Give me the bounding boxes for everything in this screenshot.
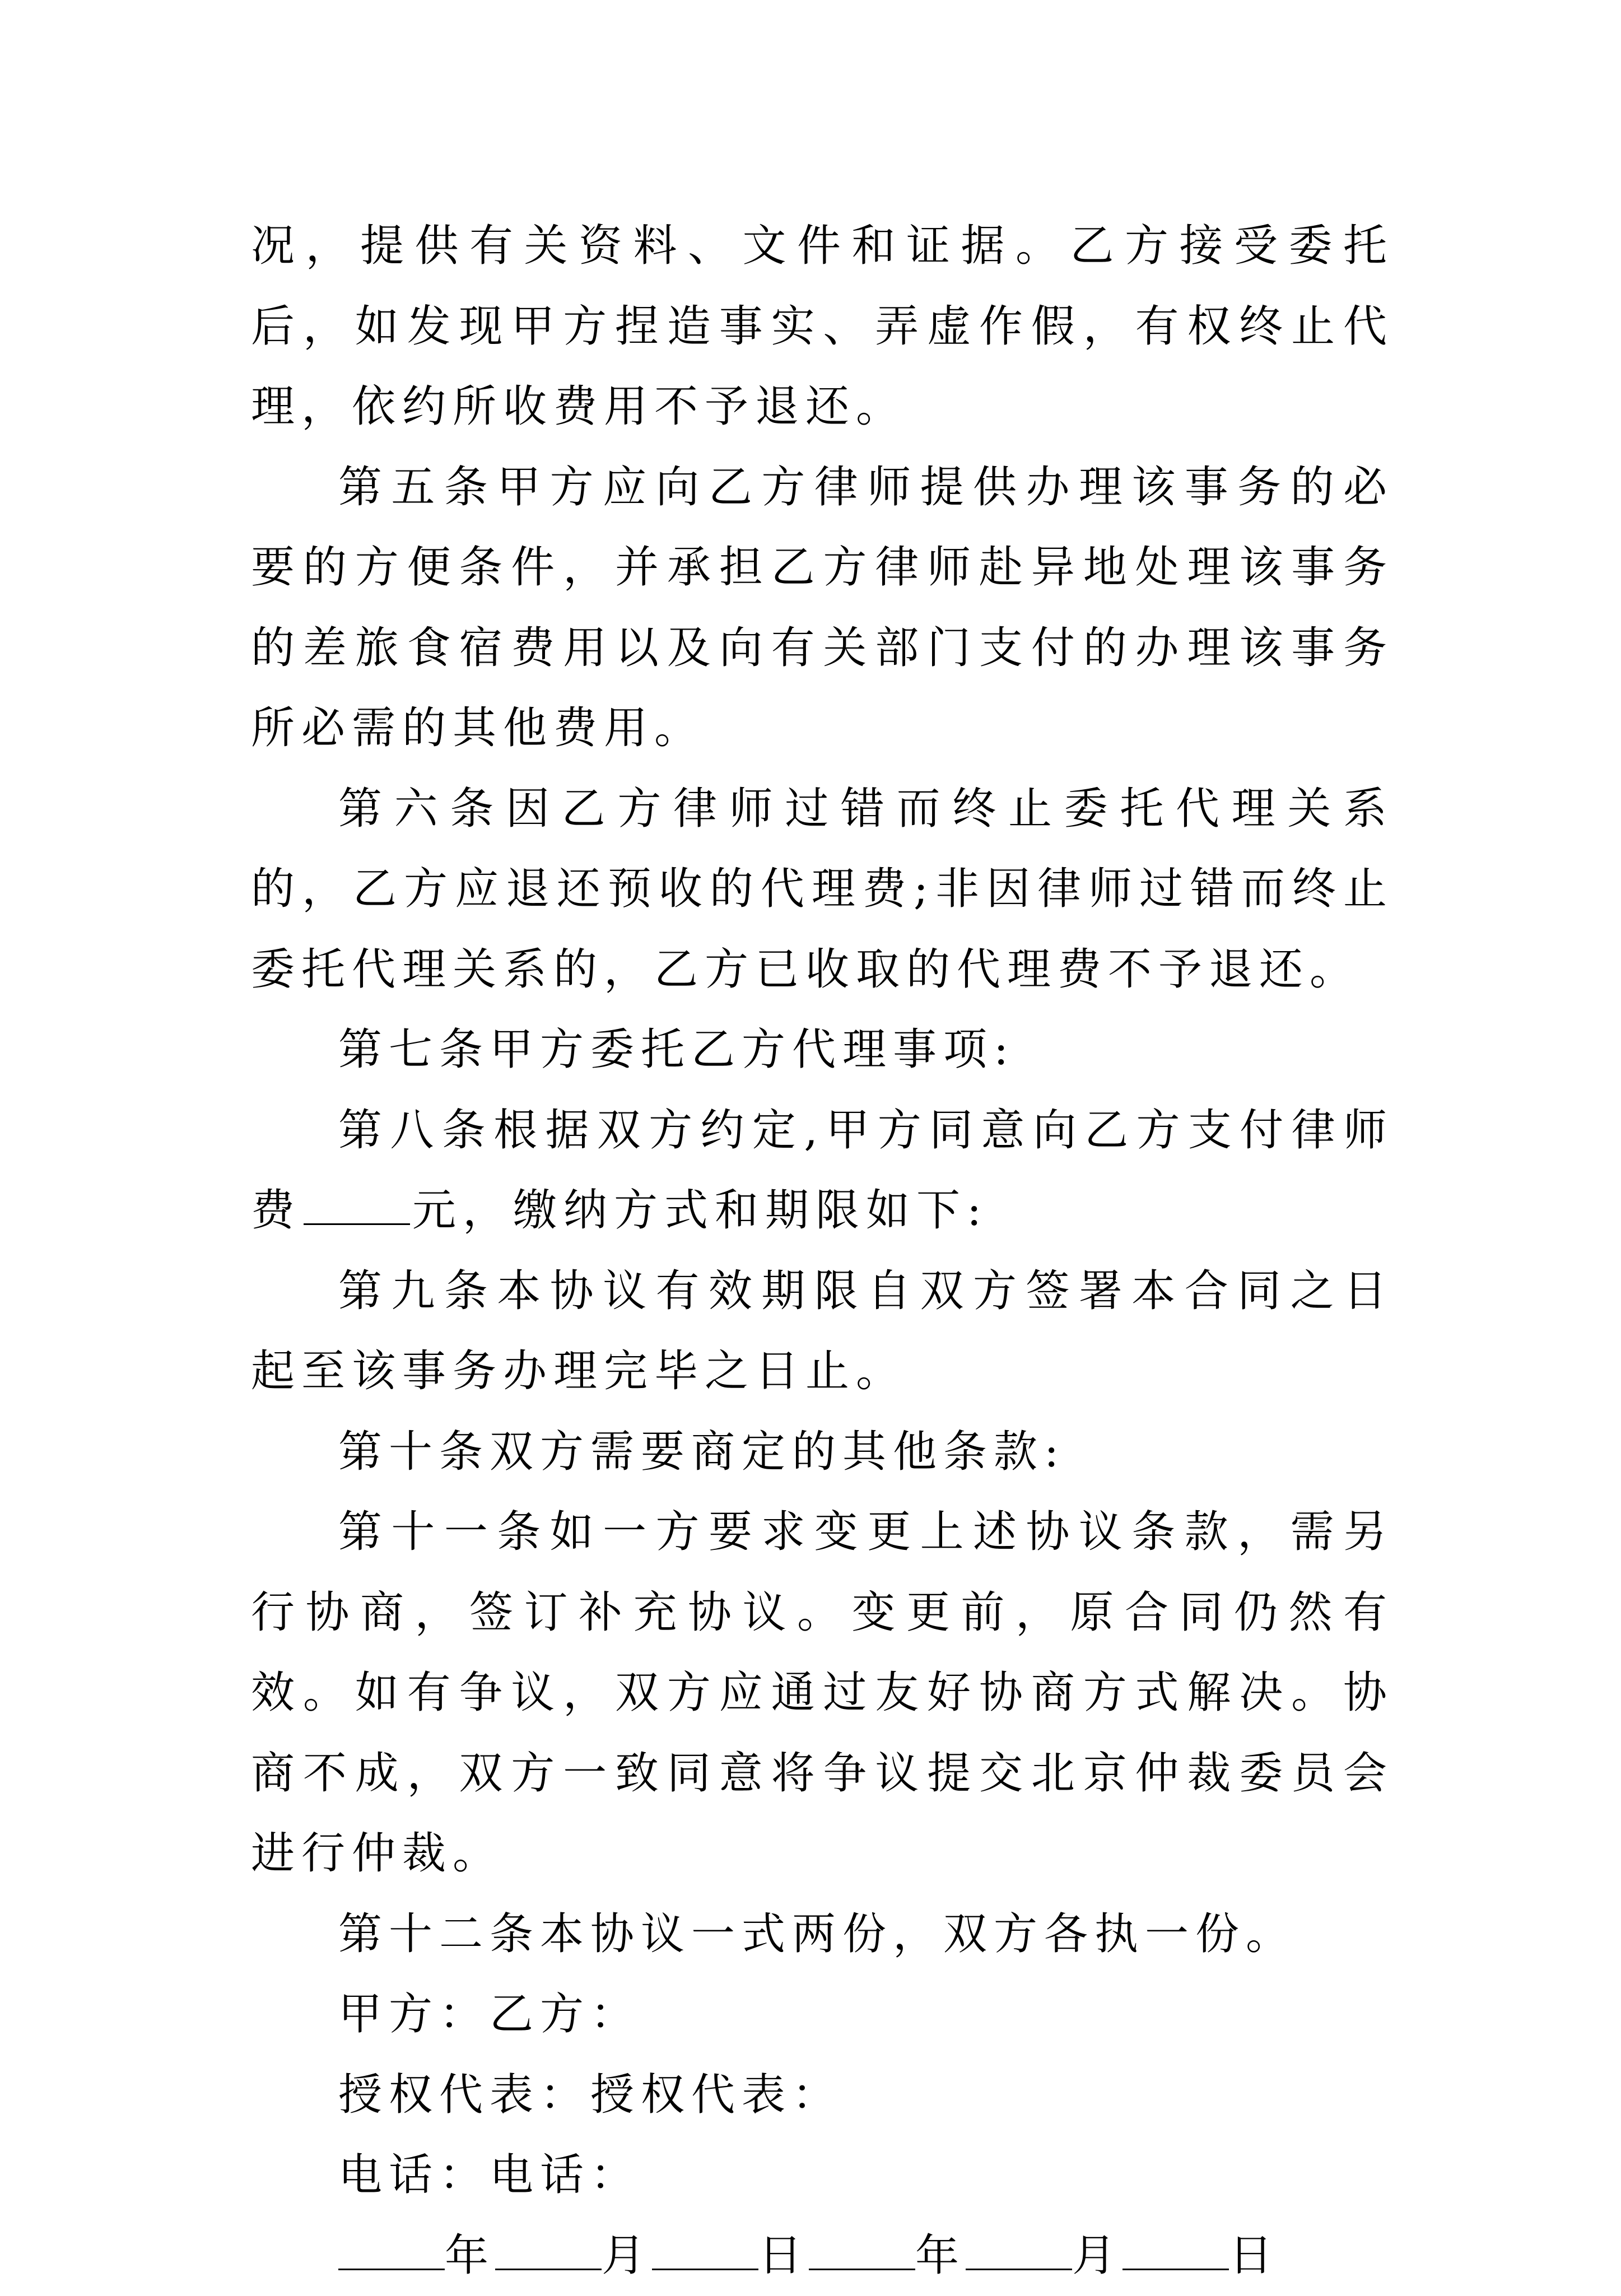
year-blank-1 xyxy=(338,2266,445,2270)
representative-line: 授权代表：授权代表： xyxy=(251,2055,1394,2136)
article-7: 第七条甲方委托乙方代理事项: xyxy=(251,1010,1394,1091)
party-line: 甲方：乙方： xyxy=(251,1974,1394,2055)
fee-blank xyxy=(304,1221,410,1225)
document-page xyxy=(251,206,1394,2296)
date-line xyxy=(251,2216,1394,2296)
year-label-2: 年 xyxy=(915,2230,966,2281)
article-11: 第十一条如一方要求变更上述协议条款，需另行协商，签订补充协议。变更前，原合同仍然有效。如有争议，双方应通过友好协商方式解决。协商不成，双方一致同意将争议提交北京仲裁委员会进行仲裁。 xyxy=(251,1492,1394,1894)
article-12: 第十二条本协议一式两份，双方各执一份。 xyxy=(251,1894,1394,1975)
day-blank-2 xyxy=(1122,2266,1229,2270)
article-6: 第六条因乙方律师过错而终止委托代理关系的，乙方应退还预收的代理费;非因律师过错而终止委托代理关系的，乙方已收取的代理费不予退还。 xyxy=(251,769,1394,1010)
article-8-text-end: 元，缴纳方式和期限如下: xyxy=(412,1185,988,1236)
article-8-text: 第八条根据双方约定,甲方同意向乙方支付律师费 xyxy=(251,1105,1394,1236)
article-10: 第十条双方需要商定的其他条款: xyxy=(251,1412,1394,1493)
article-5: 第五条甲方应向乙方律师提供办理该事务的必要的方便条件，并承担乙方律师赴异地处理该事务的差旅食宿费用以及向有关部门支付的办理该事务所必需的其他费用。 xyxy=(251,448,1394,769)
month-label-1: 月 xyxy=(602,2230,652,2281)
paragraph-continuation: 况，提供有关资料、文件和证据。乙方接受委托后，如发现甲方捏造事实、弄虚作假，有权终止代理，依约所收费用不予退还。 xyxy=(251,206,1394,448)
article-8 xyxy=(251,1091,1394,1251)
phone-line: 电话：电话： xyxy=(251,2135,1394,2216)
day-label-2: 日 xyxy=(1229,2230,1279,2281)
article-9: 第九条本协议有效期限自双方签署本合同之日起至该事务办理完毕之日止。 xyxy=(251,1251,1394,1412)
month-blank-2 xyxy=(966,2266,1072,2270)
year-blank-2 xyxy=(809,2266,915,2270)
day-blank-1 xyxy=(652,2266,758,2270)
month-label-2: 月 xyxy=(1072,2230,1122,2281)
year-label-1: 年 xyxy=(445,2230,495,2281)
day-label-1: 日 xyxy=(758,2230,809,2281)
month-blank-1 xyxy=(495,2266,602,2270)
